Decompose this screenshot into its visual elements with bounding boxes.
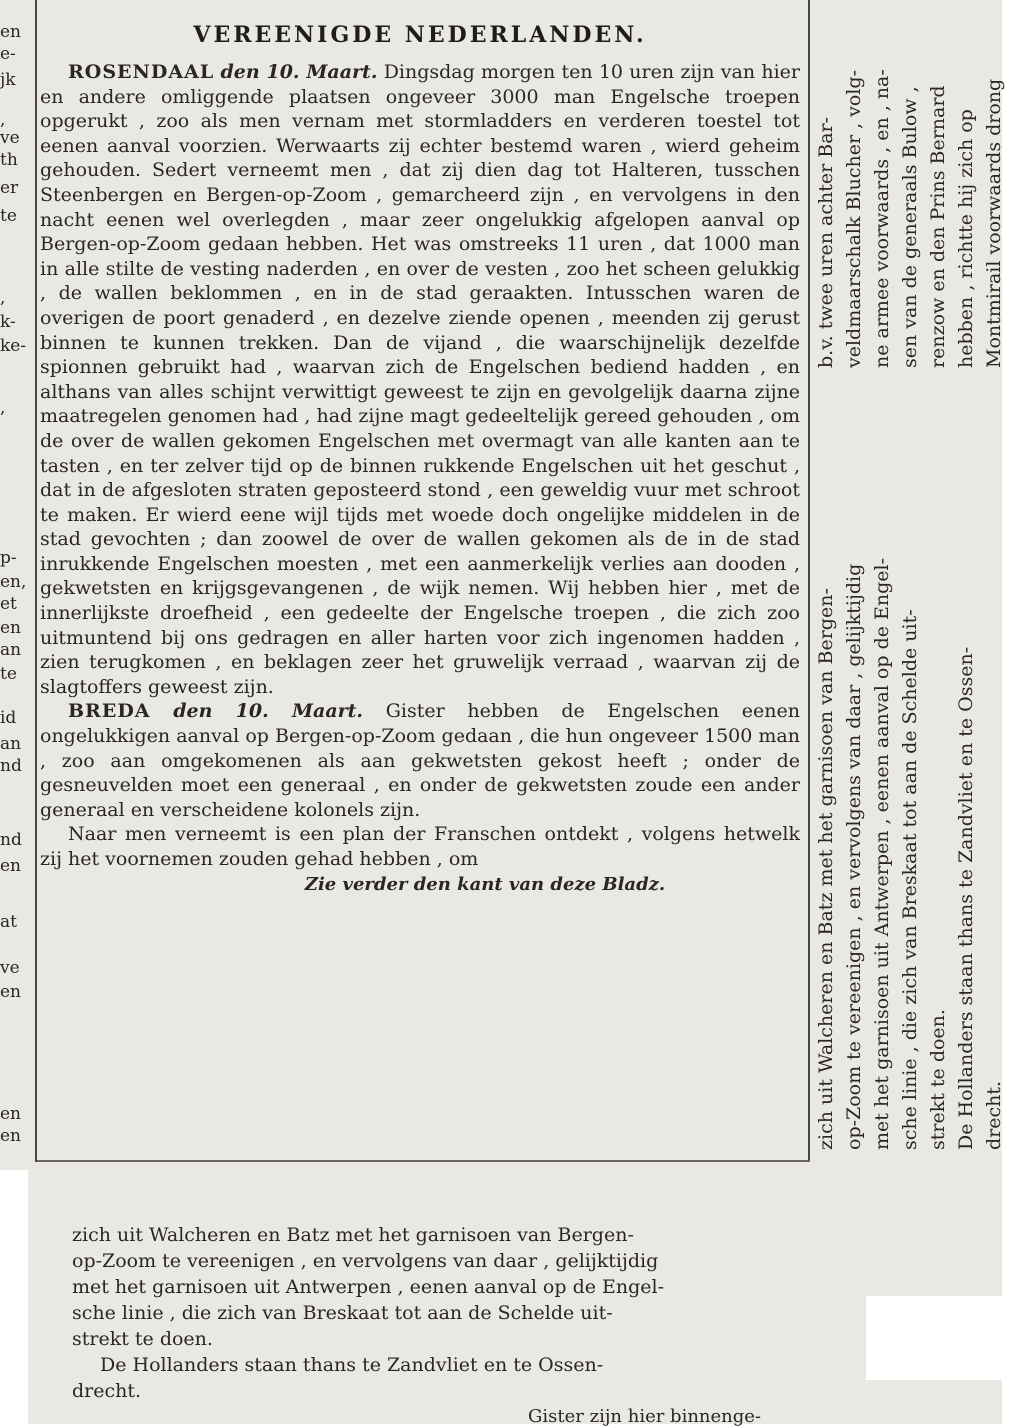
breda-text: Gister hebben de Engelschen eenen ongelukkigen aanval op Bergen-op-Zoom gedaan , die hun ongeveer 1500 man , zoo aan omgekomenen als aan gekwetsten gekost heeft ; onder de gesneuvelden moet een generaal , en onder de gekwetsten zoude een ander generaal en verscheidene kolonels zijn.: [40, 700, 800, 821]
continuation-line: op-Zoom te vereenigen , en vervolgens van daar , gelijktijdig: [72, 1250, 659, 1272]
left-fragment: ve: [0, 958, 20, 978]
column-rule-left: [35, 0, 37, 1162]
left-fragment: en: [0, 618, 22, 638]
continuation-line: met het garnisoen uit Antwerpen , eenen aanval op de Engel-: [72, 1276, 665, 1298]
left-fragment: te: [0, 206, 17, 226]
left-fragment: en: [0, 22, 22, 42]
left-fragment: e-: [0, 44, 16, 64]
rotated-header-line: renzow en den Prins Bernard: [927, 85, 949, 368]
left-fragment: er: [0, 178, 19, 198]
rotated-line: sche linie , die zich van Breskaat tot aan de Schelde uit-: [899, 609, 921, 1150]
left-fragment: ve: [0, 128, 20, 148]
left-fragment: ,: [0, 288, 6, 308]
rotated-header-line: hebben , richtte hij zich op: [955, 109, 977, 368]
continuation-line: drecht.: [72, 1380, 142, 1402]
left-fragment: ke-: [0, 336, 27, 356]
left-fragment: te: [0, 664, 17, 684]
rotated-line: op-Zoom te vereenigen , en vervolgens van daar , gelijktijdig: [843, 563, 865, 1150]
left-fragment: an: [0, 640, 22, 660]
left-fragment: nd: [0, 756, 22, 776]
rosendaal-text: Dingsdag morgen ten 10 uren zijn van hier en andere omliggende plaatsen ongeveer 3000 man Engelsche troepen opgerukt , zoo als men vernam met stormladders en verderen toestel tot eenen aanval voorzien. Werwaarts zij echter bestemd waren , wierd geheim gehouden. Sedert verneemt men , dat zij dien dag tot Halteren, tusschen Steenbergen en Bergen-op-Zoom , gemarcheerd zijn , en vervolgens in den nacht eenen wel overlegden , maar zeer ongelukkig afgelopen aanval op Bergen-op-Zoom gedaan hebben. Het was omstreeks 11 uren , dat 1000 man in alle stilte de vesting naderden , en over de vesten , zoo het scheen gelukkig , de wallen beklommen , en in de stad geraakten. Intusschen waren de overigen de poort genaderd , en dezelve ziende openen , meenden zij gerust binnen te kunnen trekken. Dan de vijand , die waarschijnelijk dezelfde spionnen gebruikt had , waarvan zich de Engelschen bediend hadden , en althans van alles schijnt verwittigt geweest te zijn en gevolgelijk daarna zijne maatregelen genomen had , had zijne magt gedeeltelijk gereed gehouden , om de over de wallen gekomen Engelschen met overmagt van alle kanten aan te tasten , en ter zelver tijd op de binnen rukkende Engelschen uit het geschut , dat in de afgesloten straten geposteerd stond , een geweldig vuur met schroot te maken. Er wierd eene wijl tijds met woede doch ongelijke middelen in de stad gevochten ; dan zoowel de over de wallen gekomen als de in de stad inrukkende Engelschen moesten , met een aanmerkelijk verlies aan dooden , gekwetsten en krijgsgevangenen , de wijk nemen. Wij hebben hier , met de innerlijkste droefheid , een gedeelte der Engelsche troepen , die zich zoo uitmuntend bij ons gedragen en aller harten voor zich ingenomen hadden , zien terugkomen , en beklagen zeer het gruwelijk verraad , waarvan zij de slagtoffers geweest zijn.: [40, 61, 800, 698]
dateline-rosendaal: ROSENDAAL: [68, 61, 215, 83]
date-breda: den 10. Maart.: [173, 700, 364, 723]
rosendaal-paragraph: [40, 60, 800, 699]
continuation-text: [72, 1222, 852, 1404]
left-column-fragments: [0, 0, 34, 1160]
left-fragment: en: [0, 1126, 22, 1146]
left-fragment: en: [0, 856, 22, 876]
rotated-line: De Hollanders staan thans te Zandvliet en te Ossen-: [955, 646, 977, 1150]
left-fragment: en,: [0, 572, 27, 592]
left-fragment: ,: [0, 110, 6, 130]
continue-note: Zie verder den kant van deze Bladz.: [304, 873, 666, 895]
dateline-breda: BREDA: [68, 700, 151, 723]
rotated-line: met het garnisoen uit Antwerpen , eenen aanval op de Engel-: [871, 557, 893, 1150]
continuation-line: zich uit Walcheren en Batz met het garnisoen van Bergen-: [72, 1224, 634, 1246]
rotated-header-line: veldmaarschalk Blucher , volg-: [843, 70, 865, 368]
left-fragment: jk: [0, 70, 16, 90]
left-fragment: en: [0, 1104, 22, 1124]
rotated-line: zich uit Walcheren en Batz met het garnisoen van Bergen-: [815, 588, 837, 1150]
left-fragment: ,: [0, 398, 6, 418]
continuation-line: sche linie , die zich van Breskaat tot aan de Schelde uit-: [72, 1302, 613, 1324]
left-fragment: p-: [0, 548, 17, 568]
rotated-header-line: sen van de generaals Bulow ,: [899, 86, 921, 368]
rotated-header-line: Montmirail voorwaards drong: [983, 78, 1005, 368]
left-fragment: en: [0, 982, 22, 1002]
continuation-line: strekt te doen.: [72, 1328, 213, 1350]
breda-paragraph: [40, 699, 800, 822]
article-column: [40, 20, 800, 895]
rotated-header-line: b.v. twee uren achter Bar-: [815, 116, 837, 368]
left-fragment: k-: [0, 312, 16, 332]
rotated-header-line: ne armee voorwaards , en , na-: [871, 69, 893, 368]
left-fragment: th: [0, 150, 18, 170]
plan-paragraph: Naar men verneemt is een plan der Franschen ontdekt , volgens hetwelk zij het voornemen zouden gehad hebben , om: [40, 823, 800, 870]
left-fragment: id: [0, 708, 17, 728]
date-rosendaal: den 10. Maart.: [220, 61, 378, 83]
left-fragment: at: [0, 912, 17, 932]
column-rule-right: [808, 0, 810, 1162]
rotated-line: strekt te doen.: [927, 1009, 949, 1150]
rotated-line: drecht.: [983, 1080, 1005, 1150]
headline: VEREENIGDE NEDERLANDEN.: [193, 22, 647, 48]
left-fragment: an: [0, 734, 22, 754]
left-fragment: et: [0, 594, 17, 614]
column-rule-bottom: [37, 1160, 810, 1162]
continuation-line: De Hollanders staan thans te Zandvliet en te Ossen-: [100, 1354, 604, 1376]
left-fragment: nd: [0, 830, 22, 850]
tail-line: Gister zijn hier binnenge-: [528, 1406, 762, 1427]
